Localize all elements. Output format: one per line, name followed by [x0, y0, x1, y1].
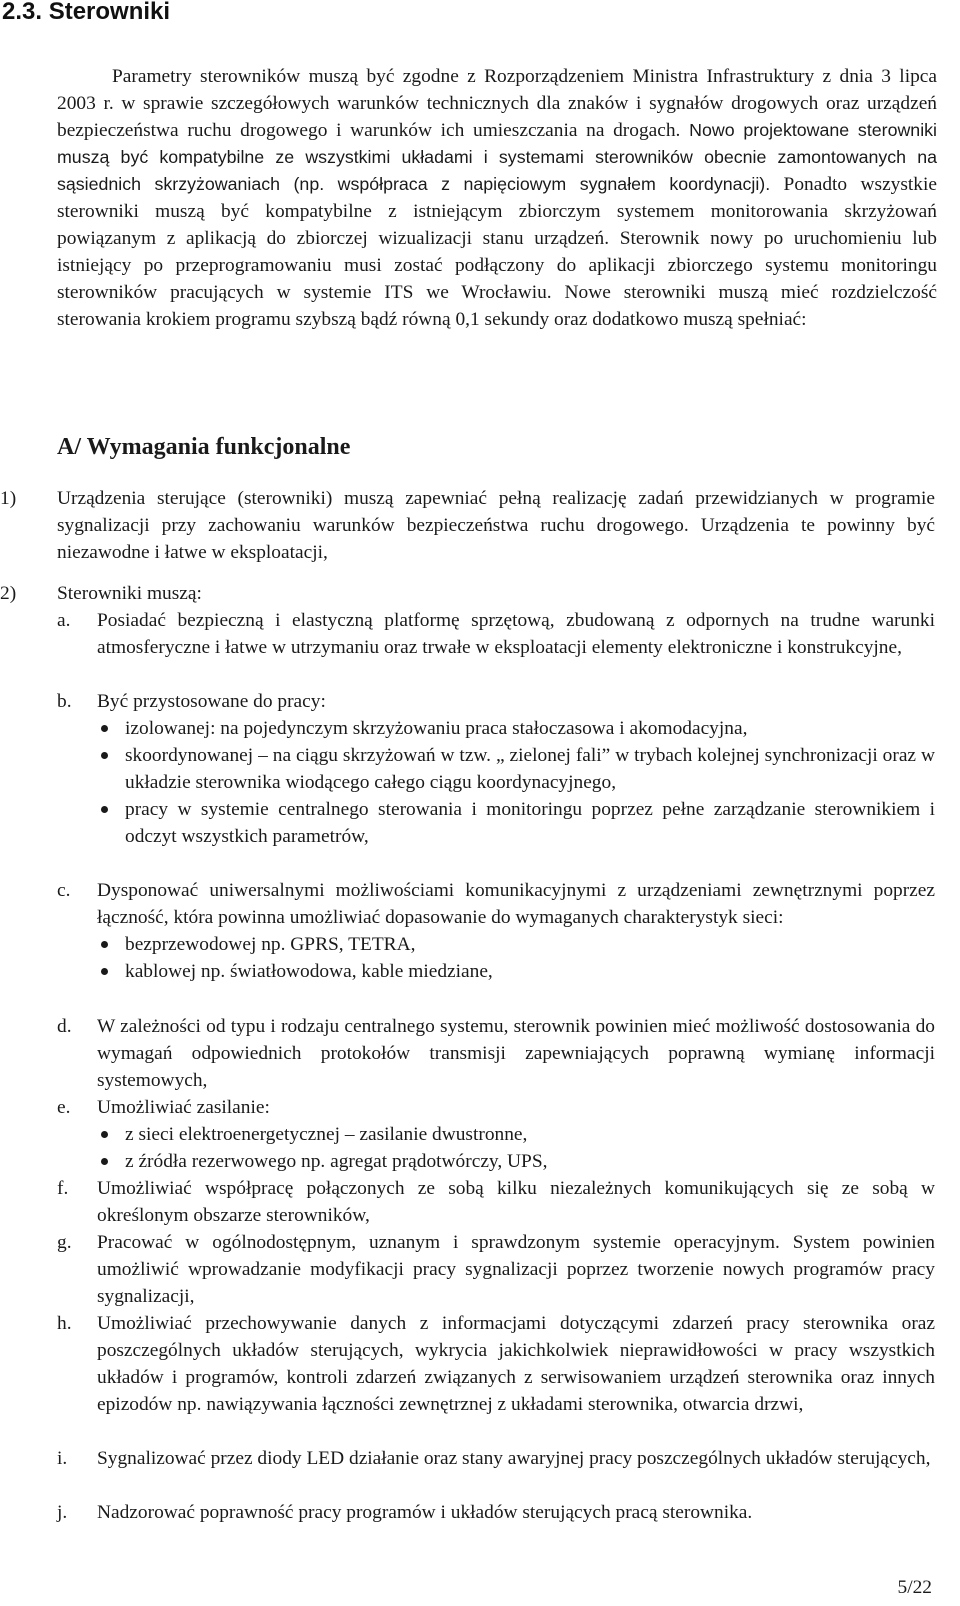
bullet-dot-icon [101, 941, 108, 948]
subitem-text: Umożliwiać przechowywanie danych z informacjami dotyczącymi zdarzeń pracy sterownika oraz poszczególnych układów sterujących, wykrycia jakichkolwiek nieprawidłowości w pracy wszystkich układów i programów, kontroli zdarzeń związanych z serwisowaniem urządzeń sterownika oraz innych epizodów np. nawiązywania łączności zewnętrznej z układami sterownika, otwarcia drzwi, [97, 1313, 935, 1415]
subitem-letter: a. [57, 610, 71, 631]
bullet-item [97, 931, 935, 958]
bullet-text: bezprzewodowej np. GPRS, TETRA, [125, 934, 416, 955]
subitem-letter: d. [57, 1016, 72, 1037]
bullet-text: izolowanej: na pojedynczym skrzyżowaniu praca stałoczasowa i akomodacyjna, [125, 718, 748, 739]
bullet-text: z sieci elektroenergetycznej – zasilanie dwustronne, [125, 1124, 528, 1145]
item-text: Urządzenia sterujące (sterowniki) muszą zapewniać pełną realizację zadań przewidzianych w programie sygnalizacji przy zachowaniu warunków bezpieczeństwa ruchu drogowego. Urządzenia te powinny być niezawodne i łatwe w eksploatacji, [57, 488, 935, 563]
subitem-text: Pracować w ogólnodostępnym, uznanym i sprawdzonym systemie operacyjnym. System powinien umożliwić wprowadzanie modyfikacji pracy sygnalizacji poprzez tworzenie nowych programów pracy sygnalizacji, [97, 1232, 935, 1307]
subitem-text: Posiadać bezpieczną i elastyczną platformę sprzętową, zbudowaną z odpornych na trudne warunki atmosferyczne i łatwe w utrzymaniu oraz trwałe w eksploatacji elementy elektroniczne i konstrukcyjne, [97, 610, 935, 658]
bullet-item [97, 958, 935, 985]
bullet-text: z źródła rezerwowego np. agregat prądotwórczy, UPS, [125, 1151, 548, 1172]
bullet-item [97, 742, 935, 796]
subitem-text: Dysponować uniwersalnymi możliwościami komunikacyjnymi z urządzeniami zewnętrznymi poprzez łączność, która powinna umożliwiać dopasowanie do wymaganych charakterystyk sieci: [97, 880, 935, 928]
bullet-dot-icon [101, 752, 108, 759]
subitem-letter: c. [57, 880, 71, 901]
bullet-dot-icon [101, 725, 108, 732]
subitem-letter: e. [57, 1097, 71, 1118]
item-number: 2) [0, 583, 17, 604]
intro-text-regulation: Parametry sterowników muszą być zgodne z Rozporządzeniem Ministra Infrastruktury z dnia 3 lipca 2003 r. w sprawie szczegółowych warunków technicznych dla znaków i sygnałów drogowych oraz urządzeń bezpieczeństwa ruchu drogowego i warunków ich umieszczania na drogach. [57, 66, 937, 141]
intro-text-monitoring: Ponadto wszystkie sterowniki muszą być kompatybilne z istniejącym zbiorczym systemem monitorowania skrzyżowań powiązanym z aplikacją do zbiorczej wizualizacji stanu urządzeń. Sterownik nowy po uruchomieniu lub istniejący po przeprogramowaniu musi zostać podłączony do aplikacji zbiorczego systemu monitoringu sterowników pracujących w systemie ITS we Wrocławiu. Nowe sterowniki muszą mieć rozdzielczość sterowania krokiem programu szybszą bądź równą 0,1 sekundy oraz dodatkowo muszą spełniać: [57, 174, 937, 330]
bullet-dot-icon [101, 968, 108, 975]
subitem-letter: g. [57, 1232, 72, 1253]
bullet-text: kablowej np. światłowodowa, kable miedziane, [125, 961, 493, 982]
subsection-title: A/ Wymagania funkcjonalne [57, 434, 351, 460]
bullet-item [97, 1121, 935, 1148]
bullet-item [97, 796, 935, 850]
section-heading: 2.3. Sterowniki [2, 0, 171, 25]
subitem-text: Być przystosowane do pracy: [97, 691, 326, 712]
subitem-letter: b. [57, 691, 72, 712]
bullet-dot-icon [101, 1158, 108, 1165]
subitem-text: Nadzorować poprawność pracy programów i układów sterujących pracą sterownika. [97, 1502, 753, 1523]
item-number: 1) [0, 488, 17, 509]
bullet-text: pracy w systemie centralnego sterowania i monitoringu poprzez pełne zarządzanie sterownikiem i odczyt wszystkich parametrów, [125, 799, 935, 847]
subitem-letter: f. [57, 1178, 69, 1199]
subitem-text: Umożliwiać współpracę połączonych ze sobą kilku niezależnych komunikujących się ze sobą w określonym obszarze sterowników, [97, 1178, 935, 1226]
bullet-dot-icon [101, 1131, 108, 1138]
bullet-dot-icon [101, 806, 108, 813]
subitem-letter: j. [57, 1502, 68, 1523]
subitem-text: W zależności od typu i rodzaju centralnego systemu, sterownik powinien mieć możliwość dostosowania do wymagań odpowiednich protokołów transmisji zapewniających poprawną wymianę informacji systemowych, [97, 1016, 935, 1091]
bullet-item [97, 715, 935, 742]
intro-paragraph [57, 63, 937, 333]
page-number: 5/22 [897, 1577, 932, 1598]
subitem-letter: h. [57, 1313, 72, 1334]
bullet-item [97, 1148, 935, 1175]
subitem-text: Umożliwiać zasilanie: [97, 1097, 270, 1118]
subitem-text: Sygnalizować przez diody LED działanie oraz stany awaryjnej pracy poszczególnych układów sterujących, [97, 1448, 931, 1469]
subitem-letter: i. [57, 1448, 68, 1469]
bullet-text: skoordynowanej – na ciągu skrzyżowań w tzw. „ zielonej fali” w trybach kolejnej synchronizacji oraz w układzie sterownika wiodącego całego ciągu koordynacyjnego, [125, 745, 935, 793]
item-text: Sterowniki muszą: [57, 583, 202, 604]
intro-text-compatibility: Nowo projektowane sterowniki muszą być kompatybilne ze wszystkimi układami i systemami sterowników obecnie zamontowanych na sąsiednich skrzyżowaniach (np. współpraca z napięciowym sygnałem koordynacji). [57, 120, 937, 194]
